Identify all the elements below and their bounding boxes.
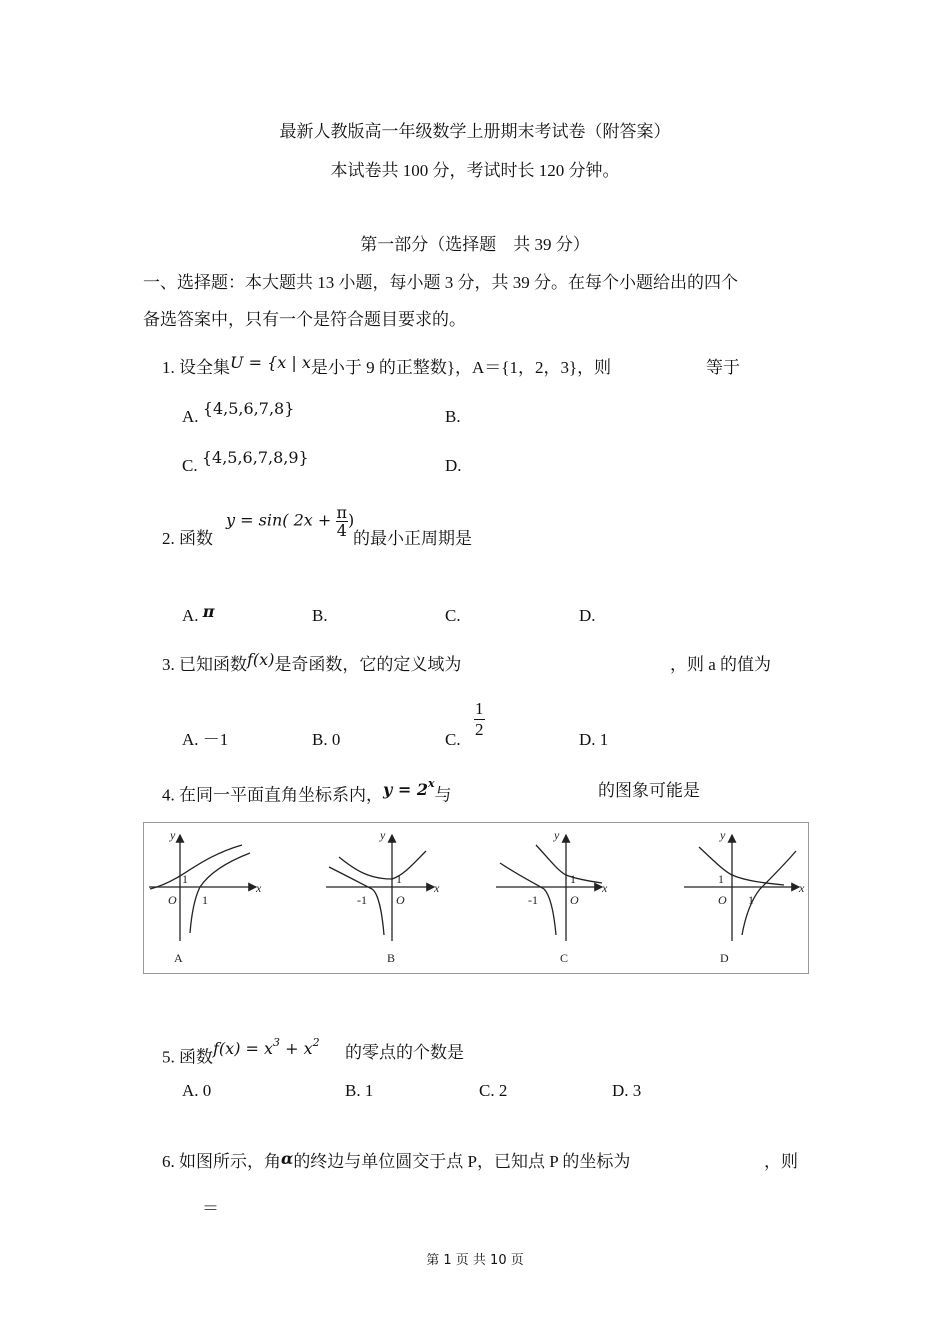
tick-label: -1 (357, 893, 367, 907)
option-b: B. 0 (312, 730, 341, 749)
document-title: 最新人教版高一年级数学上册期末考试卷（附答案） (279, 122, 671, 141)
axis-y-label: y (380, 828, 386, 842)
question-2 (162, 528, 213, 550)
question-number: 1. (162, 358, 175, 377)
option-c: C. (445, 606, 461, 625)
tick-label: -1 (528, 893, 538, 907)
option-c-fraction (474, 699, 485, 740)
question-3 (162, 650, 462, 676)
axis-y-label: y (554, 828, 560, 842)
option-math: π (202, 602, 215, 621)
question-2-tail: 的最小正周期是 (353, 529, 472, 548)
tick-label: 1 (718, 872, 724, 886)
graph-label: B (387, 951, 396, 965)
graph-options-svg (144, 823, 808, 973)
option-math: {4,5,6,7,8,9} (201, 448, 309, 467)
question-number: 3. (162, 655, 175, 674)
fraction-denominator: 4 (336, 521, 347, 540)
question-text: 函数 (179, 529, 213, 548)
exp-power: x (427, 777, 435, 790)
option-a (182, 399, 295, 428)
origin-label: O (570, 893, 579, 907)
equals-sign: ＝ (202, 1199, 219, 1218)
axis-x-label: x (434, 881, 440, 895)
function-formula: f(x) (247, 650, 275, 669)
option-d: D. 3 (612, 1081, 642, 1100)
question-text: 设全集 (179, 358, 230, 377)
option-label: A. (182, 407, 199, 426)
question-number: 2. (162, 529, 175, 548)
fraction-numerator: 1 (475, 699, 484, 718)
instructions-line-2: 备选答案中，只有一个是符合题目要求的。 (143, 310, 466, 329)
question-number: 5. (162, 1047, 175, 1067)
exp-formula (383, 777, 435, 800)
formula-lhs: y = sin( 2x + (226, 510, 332, 530)
question-text: 与 (434, 785, 452, 805)
exp-base: y = 2 (383, 780, 428, 800)
question-number: 4. (162, 785, 175, 805)
question-5 (162, 1036, 320, 1068)
axis-y-label: y (170, 828, 176, 842)
question-3-tail: ，则 a 的值为 (670, 655, 772, 674)
option-b: B. (312, 606, 328, 625)
question-5-tail: 的零点的个数是 (345, 1043, 464, 1062)
page-footer: 第 1 页 共 10 页 (426, 1253, 524, 1268)
option-c: C. (445, 730, 461, 749)
formula-part: f(x) = x (213, 1039, 274, 1059)
graph-c (496, 828, 608, 965)
question-number: 6. (162, 1152, 175, 1171)
option-b: B. 1 (345, 1081, 374, 1100)
document-subtitle: 本试卷共 100 分，考试时长 120 分钟。 (330, 161, 620, 180)
question-4 (162, 777, 452, 806)
cubic-formula (213, 1036, 320, 1059)
option-d: D. 1 (579, 730, 609, 749)
angle-symbol: α (281, 1149, 294, 1168)
question-text: 已知函数 (179, 655, 247, 674)
graph-label: D (720, 951, 729, 965)
option-math: {4,5,6,7,8} (202, 399, 295, 418)
instructions-line-1: 一、选择题：本大题共 13 小题，每小题 3 分，共 39 分。在每个小题给出的四个 (143, 273, 738, 292)
formula-rhs: ) (348, 510, 355, 530)
option-d: D. (579, 606, 596, 625)
tick-label: 1 (396, 872, 402, 886)
fraction (474, 699, 485, 740)
graph-label: A (174, 951, 183, 965)
option-label: A. (182, 606, 199, 625)
graph-label: C (560, 951, 569, 965)
question-6 (162, 1151, 630, 1173)
exponent: 2 (312, 1036, 320, 1049)
graph-options-figure (143, 822, 809, 974)
origin-label: O (168, 893, 177, 907)
formula-part: + x (280, 1039, 313, 1059)
option-a: A. －1 (182, 730, 229, 749)
tick-label: 1 (748, 893, 754, 907)
option-b: B. (445, 407, 461, 426)
set-formula: U = {x | x (230, 353, 311, 372)
question-1-tail: 等于 (706, 358, 740, 377)
origin-label: O (396, 893, 405, 907)
tick-label: 1 (182, 872, 188, 886)
question-text: 是奇函数，它的定义域为 (274, 655, 462, 674)
graph-b (326, 828, 440, 965)
axis-x-label: x (256, 881, 262, 895)
part-heading: 第一部分（选择题 共 39 分） (360, 235, 590, 254)
question-text: 是小于 9 的正整数}，A＝{1，2，3}，则 (310, 358, 612, 377)
graph-d (684, 828, 805, 965)
fraction (336, 504, 349, 539)
option-a: A. 0 (182, 1081, 212, 1100)
axis-y-label: y (720, 828, 726, 842)
option-c: C. 2 (479, 1081, 508, 1100)
tick-label: 1 (570, 872, 576, 886)
exponent: 3 (273, 1036, 281, 1049)
question-6-tail: ，则 (764, 1152, 798, 1171)
origin-label: O (718, 893, 727, 907)
axis-x-label: x (799, 881, 805, 895)
fraction-numerator: π (336, 503, 348, 522)
axis-x-label: x (602, 881, 608, 895)
question-text: 函数 (179, 1047, 213, 1067)
question-text: 如图所示，角 (179, 1152, 281, 1171)
question-text: 的终边与单位圆交于点 P，已知点 P 的坐标为 (293, 1152, 631, 1171)
option-a (182, 602, 215, 627)
tick-label: 1 (202, 893, 208, 907)
graph-a (149, 828, 262, 965)
option-c (182, 448, 309, 477)
question-4-tail: 的图象可能是 (598, 781, 700, 800)
fraction-denominator: 2 (475, 720, 484, 739)
question-1 (162, 353, 612, 379)
option-label: C. (182, 456, 198, 475)
question-text: 在同一平面直角坐标系内， (179, 785, 383, 805)
option-d: D. (445, 456, 462, 475)
sine-formula (226, 504, 354, 539)
